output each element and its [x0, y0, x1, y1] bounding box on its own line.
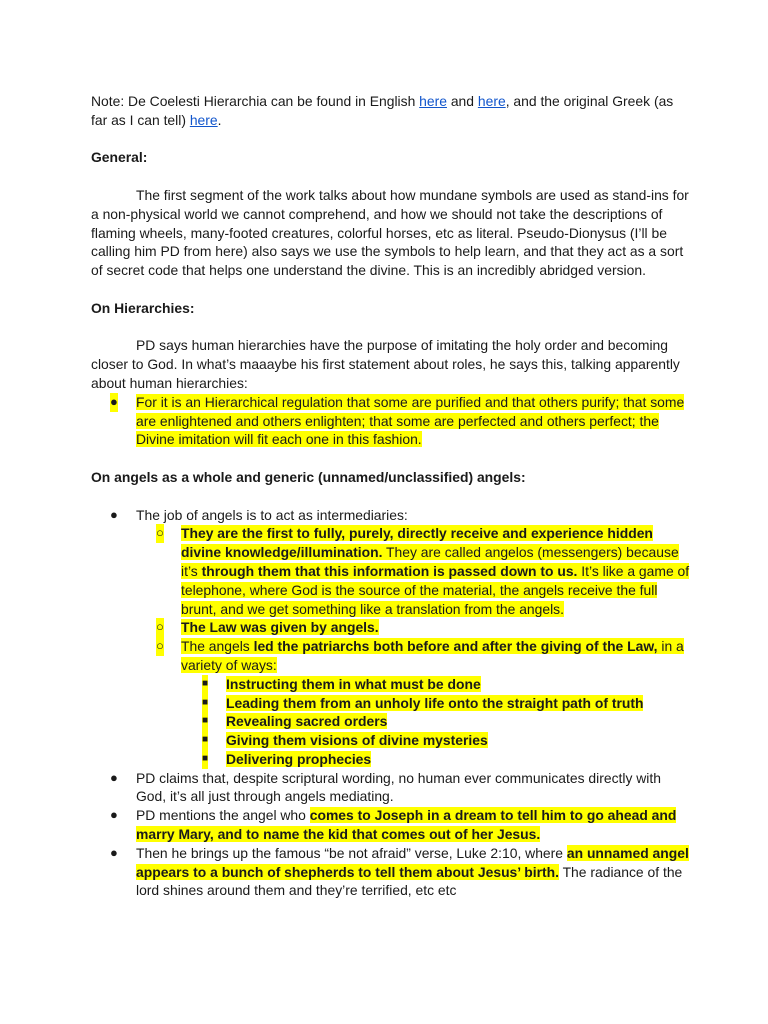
list-item: ● PD mentions the angel who comes to Joseph in a dream to tell him to go ahead and marry Mary, and to name the kid that comes out of her Jesus.	[110, 807, 677, 843]
english-link-1[interactable]: here	[419, 93, 447, 109]
circle-bullet-icon: ○	[156, 637, 164, 656]
bullet-icon: ●	[110, 807, 118, 823]
square-bullet-icon: ■	[202, 750, 208, 769]
list-item: ■ Giving them visions of divine mysteries	[202, 732, 488, 749]
bullet-icon: ●	[110, 769, 118, 785]
list-item: ○ They are the first to fully, purely, directly receive and experience hidden divine knowledge/illumination. They are called angelos (messengers) because it’s through them that this information is passed down to us. It’s like a game of telephone, where God is the source of the material, the angels receive the full brunt, and we get something like a translation from the angels.	[156, 525, 690, 617]
square-bullet-icon: ■	[202, 694, 208, 713]
document-body	[91, 92, 691, 900]
list-item: ○ The Law was given by angels.	[156, 619, 379, 636]
hierarchies-heading: On Hierarchies:	[91, 299, 195, 316]
list-item: ■ Instructing them in what must be done	[202, 675, 481, 692]
general-heading: General:	[91, 149, 148, 166]
bullet-icon: ●	[110, 844, 118, 860]
angels-heading: On angels as a whole and generic (unnamed/unclassified) angels:	[91, 468, 526, 485]
greek-link[interactable]: here	[189, 111, 218, 128]
circle-bullet-icon: ○	[156, 524, 164, 543]
list-item	[91, 393, 691, 449]
square-bullet-icon: ■	[202, 731, 208, 750]
list-item	[91, 769, 691, 807]
bullet-icon: ●	[110, 393, 118, 412]
note-paragraph: Note: De Coelesti Hierarchia can be found in English here and here, and the original Greek (as far as I can tell) here.	[91, 93, 674, 128]
job-text: The job of angels is to act as intermediaries:	[136, 506, 408, 523]
bullet-icon: ●	[110, 506, 118, 522]
circle-bullet-icon: ○	[156, 618, 164, 637]
general-paragraph: The first segment of the work talks about how mundane symbols are used as stand-ins for a non-physical world we cannot comprehend, and how we should not take the descriptions of flaming wheels, many-footed creatures, colorful horses, etc as literal. Pseudo-Dionysus (I’ll be calling him PD from here) also says we use the symbols to help learn, and that they act as a sort of secret code that helps one understand the divine. This is an incredibly abridged version.	[91, 186, 689, 279]
angels-list	[91, 506, 691, 901]
square-bullet-icon: ■	[202, 675, 208, 694]
list-item: ● Then he brings up the famous “be not afraid” verse, Luke 2:10, where an unnamed angel appears to a bunch of shepherds to tell them about Jesus’ birth. The radiance of the lord shines around them and they’re terrified, etc etc	[110, 844, 689, 899]
list-item: ■ Leading them from an unholy life onto the straight path of truth	[202, 694, 644, 711]
english-link-2[interactable]: here	[477, 93, 506, 109]
hierarchical-quote: For it is an Hierarchical regulation that some are purified and that others purify; that some are enlightened and others enlighten; that some are perfected and others perfect; the Divine imitation will fit each one in this fashion.	[136, 393, 685, 448]
claim-text: PD claims that, despite scriptural wording, no human ever communicates directly with God, it’s all just through angels mediating.	[136, 769, 661, 805]
hierarchies-list	[91, 393, 691, 449]
hierarchies-paragraph: PD says human hierarchies have the purpose of imitating the holy order and becoming closer to God. In what’s maaaybe his first statement about roles, he says this, talking apparently about human hierarchies:	[91, 337, 680, 391]
list-item: ■ Revealing sacred orders	[202, 713, 388, 730]
list-item: ○ The angels led the patriarchs both before and after the giving of the Law, in a variety of ways:	[156, 638, 684, 673]
square-bullet-icon: ■	[202, 712, 208, 731]
list-item	[91, 506, 691, 525]
list-item: ■ Delivering prophecies	[202, 750, 372, 767]
